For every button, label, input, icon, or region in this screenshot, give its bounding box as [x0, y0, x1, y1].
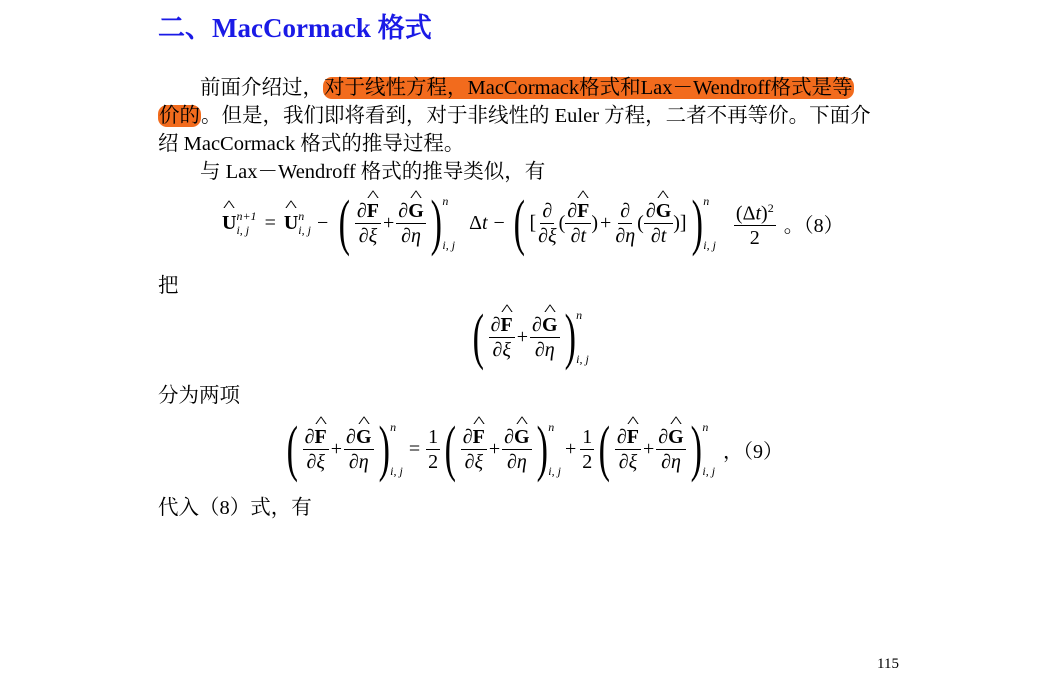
text-split: 分为两项: [158, 385, 240, 407]
text-ba: 把: [158, 275, 179, 297]
paragraph-line-4: 与 Lax－Wendroff 格式的推导类似，有: [200, 161, 546, 183]
page-number: 115: [877, 656, 899, 672]
expression-divergence: ( $\frac{\partial\^{} F}{\partial\xi}$ + $\frac{\partial\^{} G}{\partial\eta}$ ) n i, j: [468, 306, 589, 368]
equation-8-label: 。（8）: [783, 214, 844, 237]
highlight-span: 价的: [159, 105, 200, 127]
text-span: 。但是，我们即将看到，对于非线性的 Euler 方程，二者不再等价。下面介: [201, 105, 871, 127]
paragraph-line-1: [158, 74, 854, 102]
highlight-text: MacCormack: [467, 77, 580, 99]
highlight-text: 格式是等: [770, 77, 853, 99]
equation-9: ( $\frac{\partial\^{} F}{\partial\xi}$ + $\frac{\partial\^{} G}{\partial\eta}$ ) n i, j = $\frac{1}{2}$ ( $\frac{\partial\^{} F}{\partial\xi}$ + $\frac{\partial\^{} G}{\partial\eta}$ ) n i, j + $\frac{1}{2}$ ( $\frac{\partial\^{} F}{\partial\xi}$ + $\frac{\partial\^{} G}{\partial\eta}$ ) n i, j ，（9）: [282, 418, 783, 480]
highlight-text: Lax－Wendroff: [640, 77, 771, 99]
text-span: 前面介绍过，: [200, 77, 323, 99]
highlight-span: [323, 77, 854, 99]
text-substitute: 代入（8）式，有: [158, 497, 312, 519]
section-title: 二、MacCormack 格式: [158, 13, 432, 43]
equation-8: ^ U n+1 i, j = ^ U n i, j − ( $\frac{\partial\^{} F}{\partial\xi}$ + $\frac{\partial\^{} G}{\partial\eta}$ ) n i, j Δt − ( [ $\frac{\partial}{\partial\xi}$ ( $\frac{\partial\^{} F}{\partial t}$ ) + $\frac{\partial}{\partial\eta}$ ( $\frac{\partial\^{} G}{\partial t}$ )] ) n i, j $\frac{(\Delta t)^2}{2}$ 。（8）: [222, 192, 844, 254]
paragraph-line-2: [158, 102, 871, 130]
paragraph-line-3: 绍 MacCormack 格式的推导过程。: [158, 133, 465, 155]
equation-9-label: ，（9）: [723, 440, 784, 463]
highlight-text: 格式和: [579, 77, 641, 99]
highlight-text: 对于线性方程，: [324, 77, 468, 99]
